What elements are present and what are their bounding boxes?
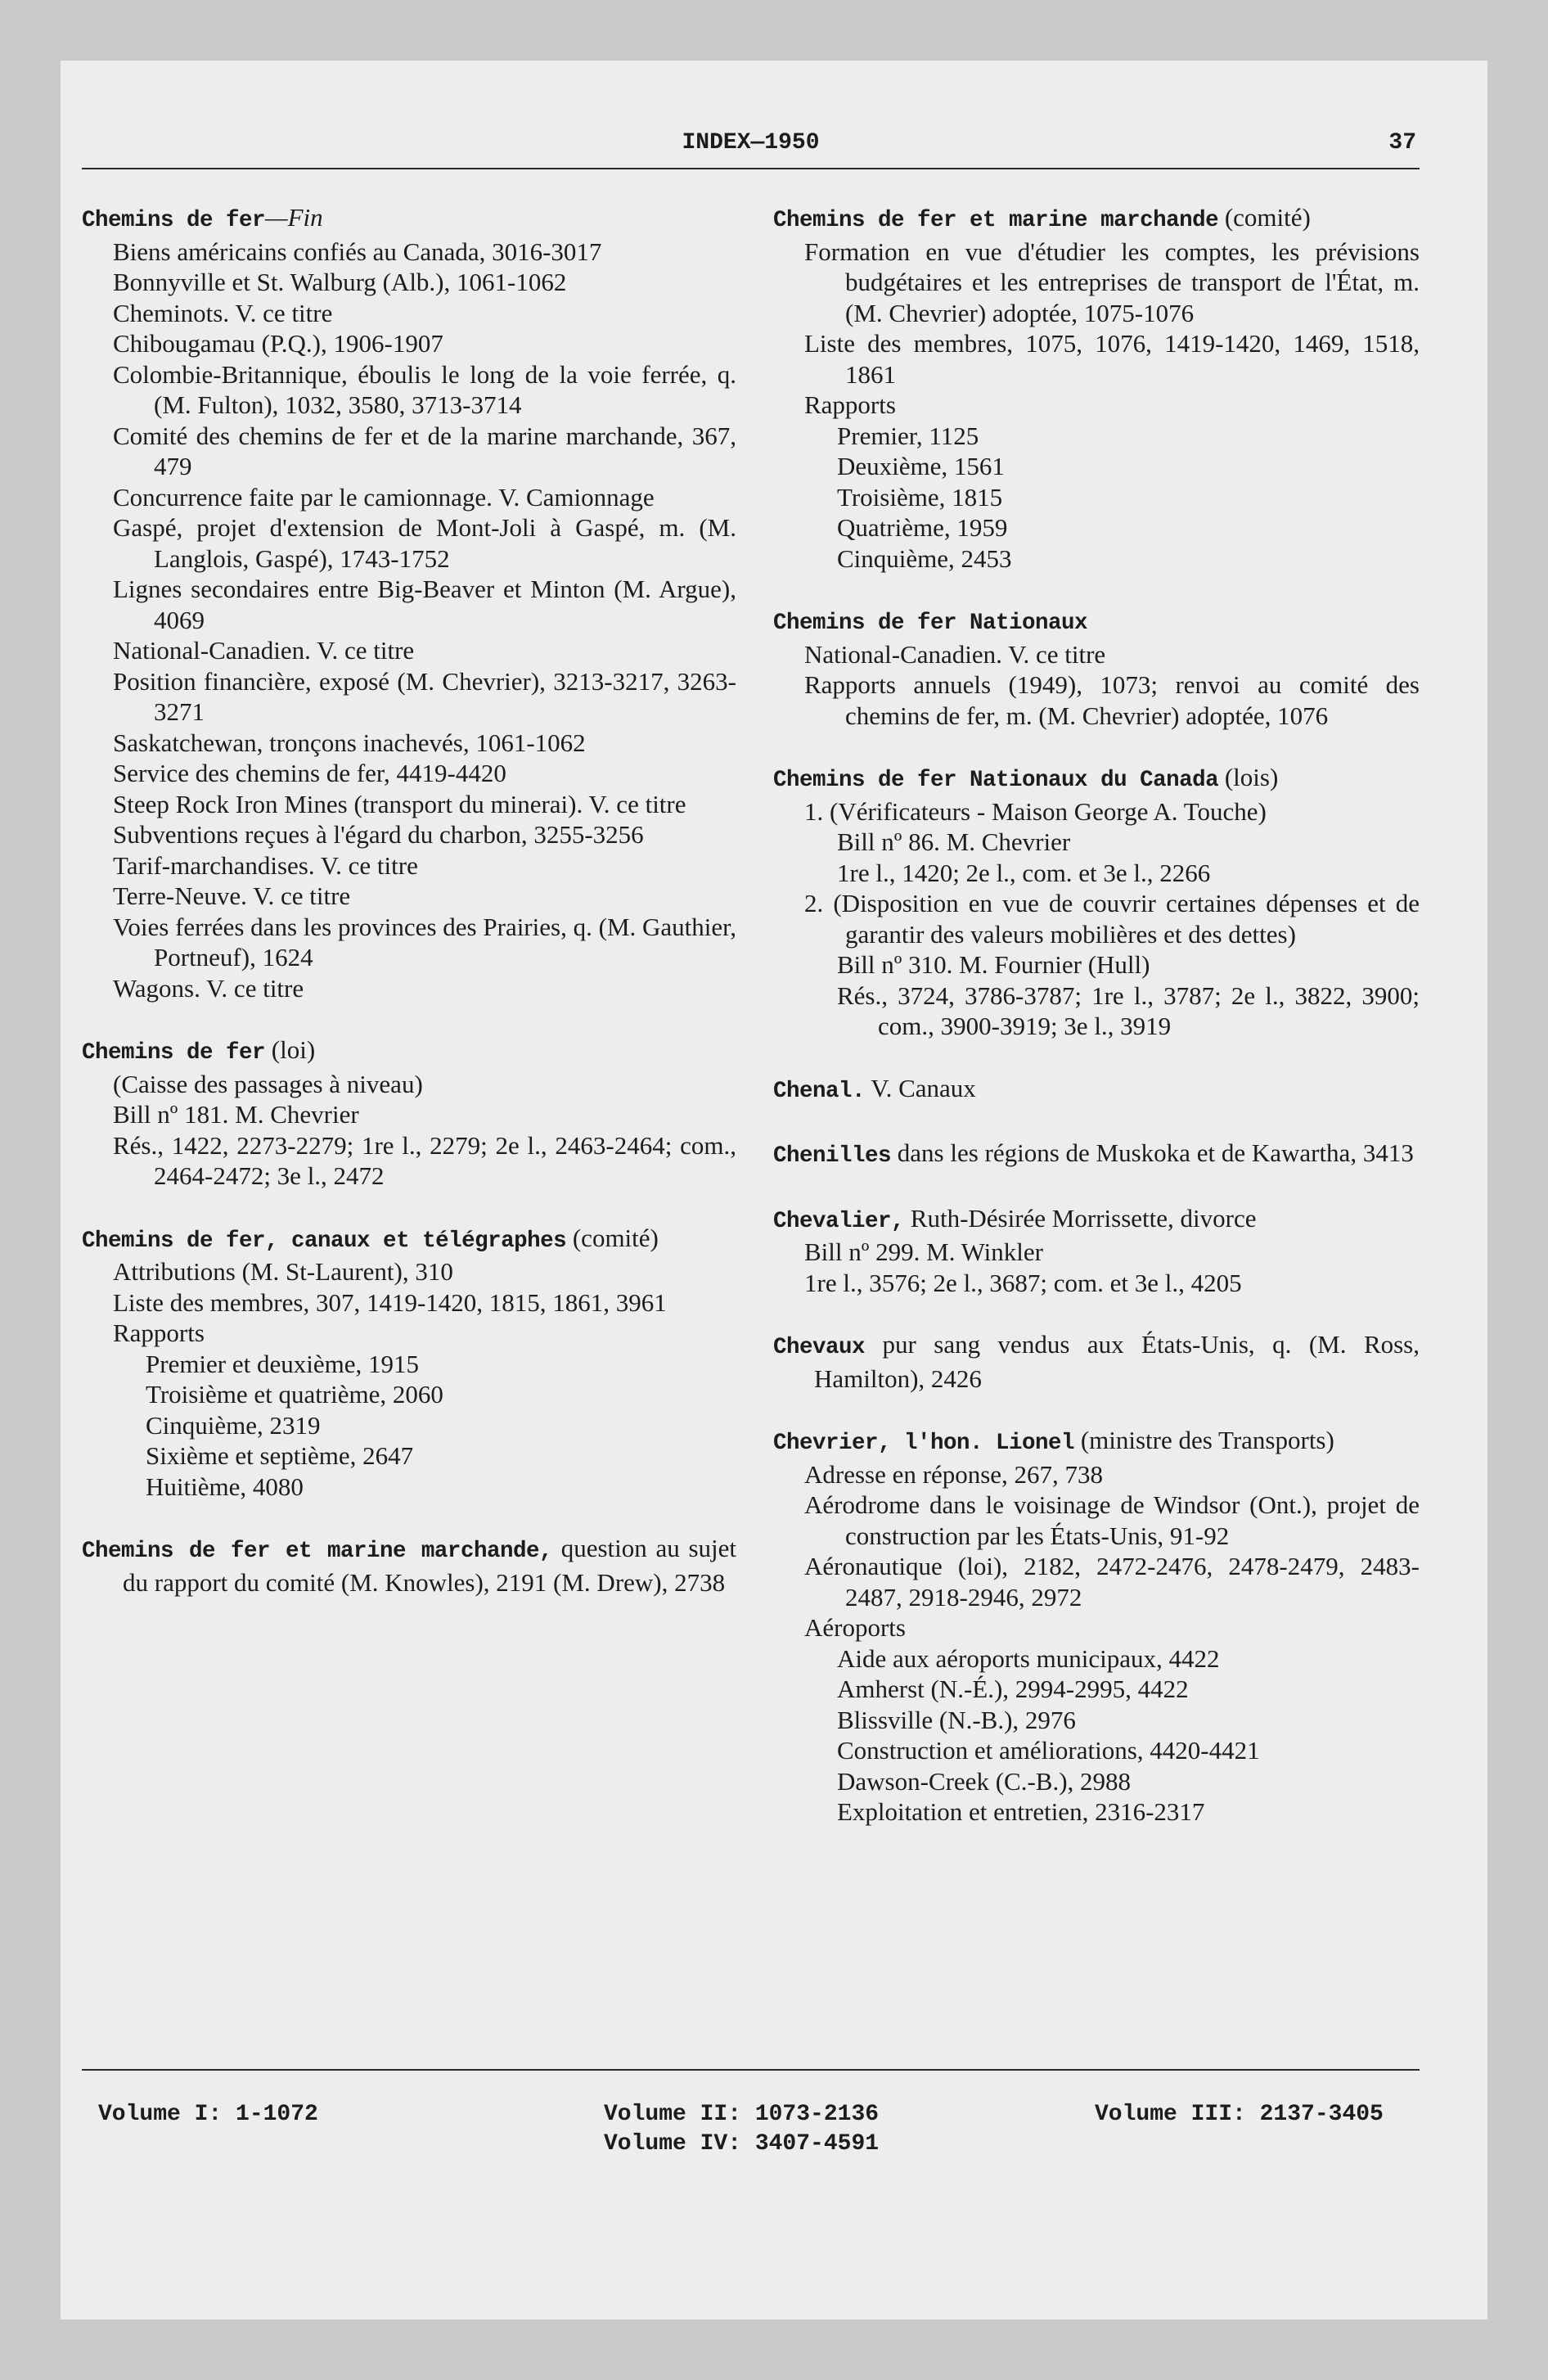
entry-subline: Aérodrome dans le voisinage de Windsor (Ont.), projet de construction par les États-Unis, 91-92 xyxy=(804,1490,1420,1550)
entry-subline: (Caisse des passages à niveau) xyxy=(113,1069,423,1098)
index-entry xyxy=(82,1533,736,1598)
entry-heading-line xyxy=(773,202,1420,237)
entry-subline: Rés., 3724, 3786-3787; 1re l., 3787; 2e l., 3822, 3900; com., 3900-3919; 3e l., 3919 xyxy=(837,980,1420,1040)
entry-heading-line xyxy=(82,202,736,237)
entry-subline: Rapports xyxy=(113,1318,205,1347)
right-column xyxy=(773,202,1420,1828)
index-entry xyxy=(773,1203,1420,1299)
index-entry xyxy=(82,1223,736,1503)
entry-heading-suffix: dans les régions de Muskoka et de Kawartha, 3413 xyxy=(891,1138,1414,1167)
entry-heading-line xyxy=(773,1138,1420,1172)
entry-subline: Deuxième, 1561 xyxy=(837,452,1005,480)
entry-subline: Exploitation et entretien, 2316-2317 xyxy=(837,1797,1205,1826)
entry-subline: National-Canadien. V. ce titre xyxy=(113,636,415,665)
entry-subline: Position financière, exposé (M. Chevrier), 3213-3217, 3263-3271 xyxy=(113,666,736,726)
entry-subline: Dawson-Creek (C.-B.), 2988 xyxy=(837,1766,1132,1796)
entry-subline: Construction et améliorations, 4420-4421 xyxy=(837,1736,1260,1765)
entry-subline: Amherst (N.-É.), 2994-2995, 4422 xyxy=(837,1675,1189,1703)
entry-heading-line xyxy=(773,762,1420,796)
entry-heading-suffix: pur sang vendus aux États-Unis, q. (M. Ross, Hamilton), 2426 xyxy=(814,1330,1420,1393)
index-entry xyxy=(773,1138,1420,1172)
entry-heading: Chemins de fer et marine marchande, xyxy=(82,1539,552,1564)
entry-subline: Gaspé, projet d'extension de Mont-Joli à Gaspé, m. (M. Langlois, Gaspé), 1743-1752 xyxy=(113,513,736,573)
entry-subline: Steep Rock Iron Mines (transport du minerai). V. ce titre xyxy=(113,789,686,818)
entry-heading: Chenal. xyxy=(773,1078,866,1104)
entry-heading-line xyxy=(773,1425,1420,1459)
entry-subline: Formation en vue d'étudier les comptes, les prévisions budgétaires et les entreprises de transport de l'État, m. (M. Chevrier) adoptée, 1075-1076 xyxy=(804,237,1420,327)
entry-heading-suffix: (loi) xyxy=(265,1035,316,1064)
index-entry xyxy=(773,1425,1420,1828)
entry-subline: Bonnyville et St. Walburg (Alb.), 1061-1062 xyxy=(113,268,567,296)
entry-heading-line xyxy=(773,1203,1420,1237)
entry-subline: Aéronautique (loi), 2182, 2472-2476, 2478-2479, 2483-2487, 2918-2946, 2972 xyxy=(804,1552,1420,1611)
entry-subline: Colombie-Britannique, éboulis le long de la voie ferrée, q. (M. Fulton), 1032, 3580, 3713-3714 xyxy=(113,359,736,419)
entry-heading: Chemins de fer xyxy=(82,1040,266,1066)
entry-heading-line xyxy=(773,1073,1420,1107)
left-column xyxy=(82,202,736,1598)
entry-subline: Cinquième, 2453 xyxy=(837,543,1012,573)
entry-subline: Premier et deuxième, 1915 xyxy=(146,1349,420,1378)
index-entry xyxy=(773,762,1420,1042)
entry-subline: Aéroports xyxy=(804,1613,906,1642)
entry-heading: Chemins de fer xyxy=(82,208,266,233)
entry-heading: Chemins de fer et marine marchande xyxy=(773,208,1219,233)
entry-subline: Terre-Neuve. V. ce titre xyxy=(113,881,351,910)
entry-subline: Bill nº 181. M. Chevrier xyxy=(113,1100,359,1129)
entry-subline: Rés., 1422, 2273-2279; 1re l., 2279; 2e l., 2463-2464; com., 2464-2472; 3e l., 2472 xyxy=(113,1130,736,1190)
entry-subline: Voies ferrées dans les provinces des Prairies, q. (M. Gauthier, Portneuf), 1624 xyxy=(113,912,736,971)
entry-heading-suffix: (ministre des Transports) xyxy=(1074,1426,1334,1454)
entry-subline: Comité des chemins de fer et de la marine marchande, 367, 479 xyxy=(113,421,736,480)
entry-subline: Tarif-marchandises. V. ce titre xyxy=(113,850,418,880)
entry-heading-line xyxy=(82,1223,736,1257)
entry-subline: Quatrième, 1959 xyxy=(837,513,1008,542)
page-number: 37 xyxy=(1388,130,1416,156)
entry-subline: Troisième et quatrième, 2060 xyxy=(146,1380,443,1409)
entry-subline: Adresse en réponse, 267, 738 xyxy=(804,1459,1104,1489)
entry-heading-suffix: Ruth-Désirée Morrissette, divorce xyxy=(904,1203,1257,1233)
entry-heading-line xyxy=(773,605,1420,639)
entry-subline: 1re l., 3576; 2e l., 3687; com. et 3e l., 4205 xyxy=(804,1268,1242,1297)
entry-heading-suffix: (comité) xyxy=(566,1223,659,1252)
entry-subline: Aide aux aéroports municipaux, 4422 xyxy=(837,1643,1220,1673)
entry-subline: Chibougamau (P.Q.), 1906-1907 xyxy=(113,329,443,358)
entry-heading: Chemins de fer Nationaux du Canada xyxy=(773,768,1219,793)
entry-subline: Cheminots. V. ce titre xyxy=(113,298,333,327)
entry-heading-suffix: (comité) xyxy=(1218,203,1311,232)
entry-subline: Cinquième, 2319 xyxy=(146,1410,321,1440)
entry-subline: Huitième, 4080 xyxy=(146,1472,304,1501)
entry-subline: National-Canadien. V. ce titre xyxy=(804,639,1106,669)
index-entry xyxy=(82,1034,736,1192)
index-entry xyxy=(773,605,1420,731)
entry-subline: Premier, 1125 xyxy=(837,421,979,450)
entry-heading: Chevalier, xyxy=(773,1208,905,1234)
index-title: INDEX—1950 xyxy=(682,130,820,156)
footer-volume-1: Volume I: 1-1072 xyxy=(98,2102,318,2127)
entry-heading-suffix: question au sujet du rapport du comité (M. Knowles), 2191 (M. Drew), 2738 xyxy=(123,1534,736,1597)
entry-subline: Bill nº 299. M. Winkler xyxy=(804,1237,1043,1266)
entry-subline: Bill nº 310. M. Fournier (Hull) xyxy=(837,950,1150,979)
entry-heading: Chevrier, l'hon. Lionel xyxy=(773,1431,1075,1456)
entry-heading-suffix: V. Canaux xyxy=(865,1073,976,1102)
entry-subline: 1re l., 1420; 2e l., com. et 3e l., 2266 xyxy=(837,858,1211,887)
entry-subline: Wagons. V. ce titre xyxy=(113,973,304,1003)
footer-volume-4: Volume IV: 3407-4591 xyxy=(604,2131,880,2157)
page-header xyxy=(82,127,1420,169)
entry-subline: Troisième, 1815 xyxy=(837,482,1003,512)
footer-volume-3: Volume III: 2137-3405 xyxy=(1095,2102,1384,2127)
entry-heading-suffix: —Fin xyxy=(265,203,323,232)
entry-subline: 1. (Vérificateurs - Maison George A. Touche) xyxy=(804,796,1267,826)
entry-heading: Chemins de fer, canaux et télégraphes xyxy=(82,1228,567,1254)
entry-subline: Sixième et septième, 2647 xyxy=(146,1441,414,1470)
entry-subline: 2. (Disposition en vue de couvrir certaines dépenses et de garantir des valeurs mobilières et des dettes) xyxy=(804,889,1420,949)
entry-subline: Lignes secondaires entre Big-Beaver et Minton (M. Argue), 4069 xyxy=(113,575,736,634)
entry-subline: Rapports annuels (1949), 1073; renvoi au comité des chemins de fer, m. (M. Chevrier) adoptée, 1076 xyxy=(804,670,1420,730)
entry-heading: Chemins de fer Nationaux xyxy=(773,611,1088,636)
entry-heading: Chenilles xyxy=(773,1143,892,1169)
entry-heading-suffix: (lois) xyxy=(1218,763,1279,791)
entry-subline: Liste des membres, 307, 1419-1420, 1815, 1861, 3961 xyxy=(113,1287,667,1317)
index-entry xyxy=(773,202,1420,574)
entry-subline: Bill nº 86. M. Chevrier xyxy=(837,827,1071,856)
entry-subline: Attributions (M. St-Laurent), 310 xyxy=(113,1257,453,1286)
index-entry xyxy=(773,1073,1420,1107)
entry-heading: Chevaux xyxy=(773,1335,866,1360)
footer-rule xyxy=(82,2069,1420,2072)
entry-subline: Subventions reçues à l'égard du charbon, 3255-3256 xyxy=(113,820,644,849)
entry-subline: Rapports xyxy=(804,390,896,419)
entry-heading-line xyxy=(82,1533,736,1598)
entry-subline: Blissville (N.-B.), 2976 xyxy=(837,1705,1076,1734)
index-entry xyxy=(773,1329,1420,1394)
entry-subline: Biens américains confiés au Canada, 3016-3017 xyxy=(113,237,602,266)
index-entry xyxy=(82,202,736,1003)
footer-volume-2: Volume II: 1073-2136 xyxy=(604,2102,880,2127)
entry-heading-line xyxy=(82,1034,736,1069)
entry-subline: Liste des membres, 1075, 1076, 1419-1420, 1469, 1518, 1861 xyxy=(804,329,1420,389)
entry-subline: Concurrence faite par le camionnage. V. Camionnage xyxy=(113,482,655,512)
entry-subline: Saskatchewan, tronçons inachevés, 1061-1062 xyxy=(113,728,586,757)
entry-heading-line xyxy=(773,1329,1420,1394)
entry-subline: Service des chemins de fer, 4419-4420 xyxy=(113,759,506,787)
